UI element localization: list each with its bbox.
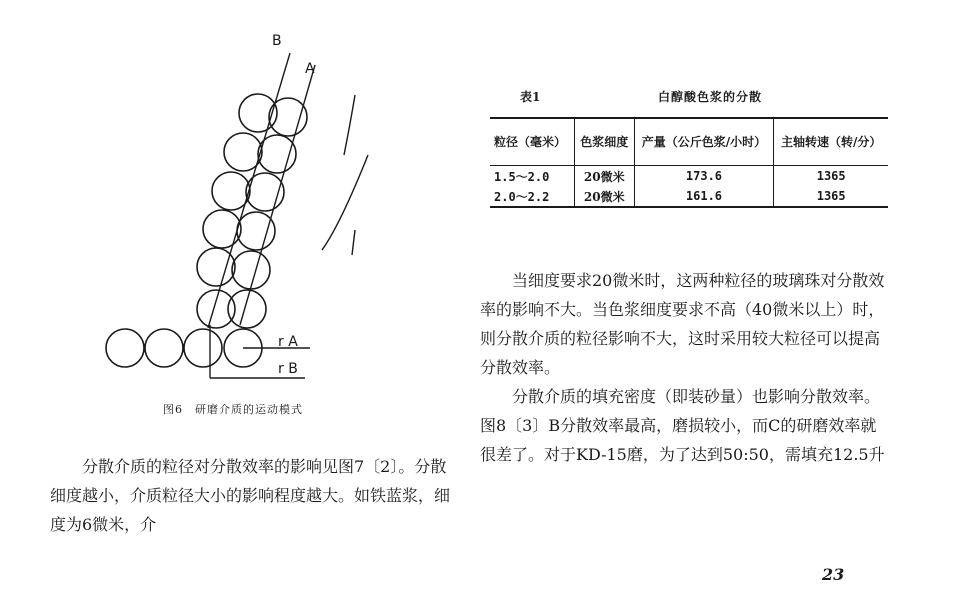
dispersion-table xyxy=(490,117,888,208)
header-paste-fineness: 色浆细度 xyxy=(574,118,634,166)
line-a xyxy=(240,65,315,325)
arc-middle xyxy=(322,155,368,250)
label-a: A xyxy=(305,61,315,77)
header-particle-size: 粒径（毫米） xyxy=(490,118,574,166)
cell-output: 161.6 xyxy=(634,186,774,207)
left-column-text xyxy=(50,452,458,539)
cell-output: 173.6 xyxy=(634,166,774,187)
table-header-row xyxy=(490,118,888,166)
page-number: 23 xyxy=(822,565,845,584)
right-paragraph-1: 当细度要求20微米时，这两种粒径的玻璃珠对分散效率的影响不大。当色浆细度要求不高（40微米以上）时，则分散介质的粒径影响不大，这时采用较大粒径可以提高分散效率。 xyxy=(480,271,885,377)
arc-lower xyxy=(352,230,355,255)
cell-particle-size: 1.5～2.0 xyxy=(494,169,550,184)
bead-column-left xyxy=(106,94,277,367)
table-title: 白醇酸色浆的分散 xyxy=(658,90,763,104)
right-column-text xyxy=(480,266,886,469)
header-spindle-speed: 主轴转速（转/分） xyxy=(774,118,888,166)
cell-speed: 1365 xyxy=(774,186,888,207)
left-paragraph: 分散介质的粒径对分散效率的影响见图7〔2〕。分散细度越小，介质粒径大小的影响程度越大。如铁蓝浆，细度为6微米，介 xyxy=(50,457,451,534)
table-number: 表1 xyxy=(520,90,541,104)
right-paragraph-2: 分散介质的填充密度（即装砂量）也影响分散效率。图8〔3〕B分散效率最高，磨损较小，而C的研磨效率就很差了。对于KD-15磨，为了达到50:50，需填充12.5升 xyxy=(480,387,885,464)
figure-caption: 图6 研磨介质的运动模式 xyxy=(163,403,303,416)
header-output: 产量（公斤色浆/小时） xyxy=(634,118,774,166)
cell-fineness: 20微米 xyxy=(574,166,634,187)
motion-pattern-figure xyxy=(100,25,390,395)
cell-fineness: 20微米 xyxy=(574,186,634,207)
table-row xyxy=(490,166,888,187)
label-b: B xyxy=(272,33,282,49)
line-b xyxy=(208,53,290,328)
label-ra: r A xyxy=(278,334,298,350)
cell-particle-size: 2.0～2.2 xyxy=(494,189,550,204)
arc-outer xyxy=(344,95,355,155)
label-rb: r B xyxy=(278,361,298,377)
cell-speed: 1365 xyxy=(774,166,888,187)
table-row xyxy=(490,186,888,207)
